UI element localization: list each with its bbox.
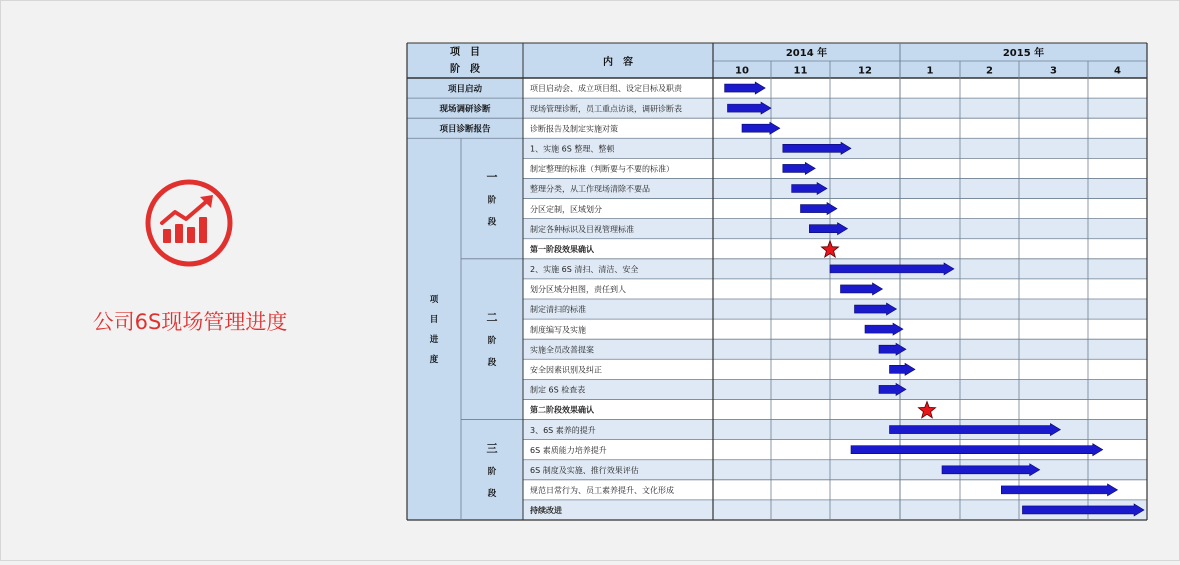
month-label: 4 — [1114, 65, 1121, 77]
phase-label-char: 一 — [486, 170, 498, 184]
row-content: 制定各种标识及目视管理标准 — [530, 224, 634, 234]
month-label: 10 — [735, 65, 749, 77]
row-content: 第一阶段效果确认 — [530, 244, 594, 254]
row-content: 规范日常行为、员工素养提升、文化形成 — [530, 486, 674, 496]
task-bar — [783, 142, 851, 154]
phase-label-char: 阶 — [487, 466, 497, 477]
side-label-char: 目 — [429, 315, 439, 326]
row-content: 分区定制，区域划分 — [530, 204, 602, 214]
month-label: 2 — [986, 65, 993, 77]
row-content: 安全因素识别及纠正 — [530, 365, 602, 375]
task-bar — [1001, 484, 1117, 496]
table-row — [523, 319, 1147, 339]
task-bar — [890, 424, 1061, 436]
row-content: 持续改进 — [530, 506, 562, 516]
row-content: 6S 素质能力培养提升 — [530, 445, 607, 455]
side-label-char: 项 — [429, 295, 439, 306]
task-bar — [830, 263, 954, 275]
row-content: 2、实施 6S 清扫、清洁、安全 — [530, 265, 639, 275]
table-row — [523, 339, 1147, 359]
phase-label-char: 段 — [487, 217, 497, 228]
task-bar — [1022, 504, 1144, 516]
row-content: 1、实施 6S 整理、整顿 — [530, 144, 615, 154]
month-label: 11 — [793, 65, 808, 77]
side-label-char: 度 — [429, 355, 439, 366]
phase-label-char: 段 — [487, 488, 497, 499]
year-label: 2014 年 — [785, 48, 828, 59]
side-label-char: 进 — [429, 335, 439, 346]
header-stage: 阶 段 — [450, 64, 480, 75]
table-row — [523, 359, 1147, 379]
phase-label-char: 段 — [487, 358, 497, 369]
task-bar — [851, 444, 1103, 456]
phase-label-char: 阶 — [487, 195, 497, 206]
table-row — [523, 299, 1147, 319]
year-label: 2015 年 — [1002, 48, 1045, 59]
side-label-bg — [407, 138, 461, 520]
row-content: 3、6S 素养的提升 — [530, 425, 596, 435]
row-content: 制度编写及实施 — [530, 325, 586, 335]
row-content: 划分区域分担图，责任到人 — [530, 285, 626, 295]
task-bar — [942, 464, 1040, 476]
header-project: 项 目 — [450, 47, 480, 58]
row-content: 制定 6S 检查表 — [530, 385, 586, 395]
month-label: 3 — [1050, 65, 1057, 77]
row-content: 制定清扫的标准 — [530, 305, 586, 315]
table-row — [523, 379, 1147, 399]
phase-label-char: 三 — [486, 441, 498, 455]
phase-label-char: 二 — [486, 311, 498, 325]
table-row — [523, 399, 1147, 419]
row-content: 现场管理诊断，员工重点访谈，调研诊断表 — [530, 104, 682, 114]
row-content: 实施全员改善提案 — [530, 345, 594, 355]
phase-label-char: 阶 — [487, 336, 497, 347]
month-label: 1 — [926, 65, 934, 77]
row-content: 制定整理的标准（判断要与不要的标准） — [530, 164, 674, 174]
group-label: 项目诊断报告 — [439, 124, 491, 135]
row-content: 诊断报告及制定实施对策 — [530, 124, 618, 134]
header-content: 内 容 — [603, 57, 633, 68]
row-content: 6S 制度及实施、推行效果评估 — [530, 465, 639, 475]
row-content: 整理分类，从工作现场清除不要品 — [530, 184, 650, 194]
row-content: 项目启动会、成立项目组、设定目标及职责 — [530, 84, 682, 94]
task-bar — [728, 102, 772, 114]
row-content: 第二阶段效果确认 — [530, 405, 594, 415]
group-label: 项目启动 — [447, 84, 483, 95]
month-label: 12 — [858, 65, 872, 77]
page-title: 公司6S现场管理进度 — [92, 310, 288, 334]
group-label: 现场调研诊断 — [439, 104, 491, 115]
